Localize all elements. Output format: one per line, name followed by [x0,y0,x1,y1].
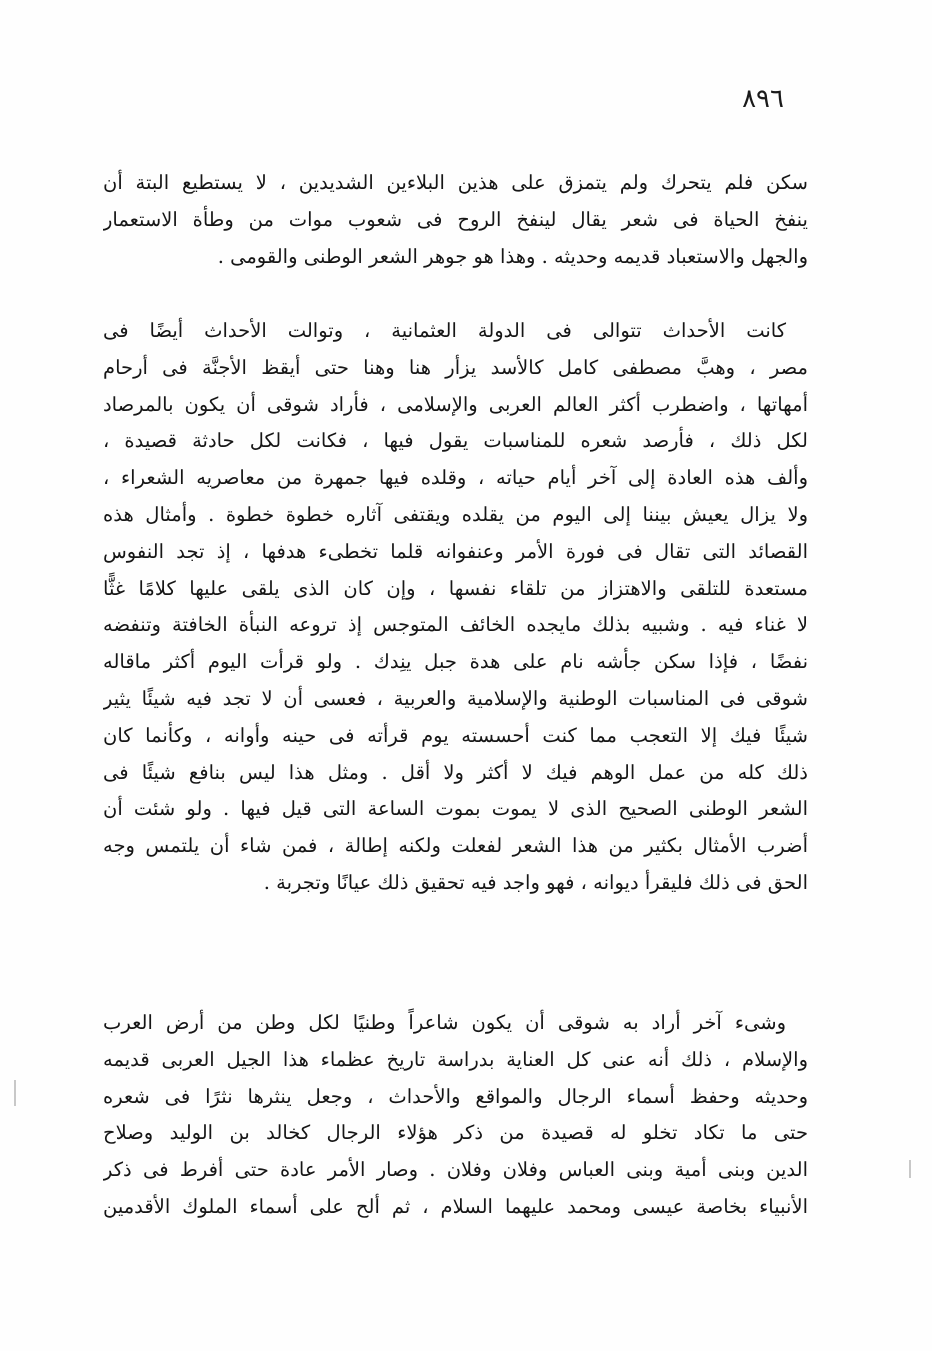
text-line: شوقى فى المناسبات الوطنية والإسلامية والعربية ، فعسى أن لا تجد فيه شيئًا يثير [103,686,808,710]
text-line: مستعدة للتلقى والاهتزاز من تلقاء نفسها ، وإن كان الذى يلقى عليها كلامًا غثًّا [103,576,808,600]
text-line: الدين وبنى أمية وبنى العباس وفلان وفلان . وصار الأمر عادة حتى أفرط فى ذكر [103,1158,808,1182]
text-line: ذلك كله من عمل الوهم فيك لا أكثر ولا أقل . ومثل هذا ليس بنافع شيئًا فى [103,760,808,784]
text-line: لكل ذلك ، فأرصد شعره للمناسبات يقول فيها ، فكانت لكل حادثة قصيدة ، [103,429,808,453]
text-line: ولا يزال يعيش بيننا إلى اليوم من يقلده ويقتفى آثاره خطوة خطوة . وأمثال هذه [103,502,808,526]
text-line: وحديثه وحفظ أسماء الرجال والمواقع والأحداث ، وجعل ينثرها نثرًا فى شعره [103,1084,808,1108]
text-line: الأنبياء بخاصة عيسى ومحمد عليهما السلام ، ثم ألح على أسماء الملوك الأقدمين [103,1194,808,1218]
text-line: وشىء آخر أراد به شوقى أن يكون شاعراً وطنيًا لكل وطن من أرض العرب [103,1011,786,1034]
text-line: نفضًا ، فإذا سكن جأشه نام على هدة جبل ينِدك . ولو قرأت اليوم أكثر ماقاله [103,650,808,674]
page-number: ٨٩٦ [742,84,784,114]
scan-artifact [909,1160,911,1178]
text-line: الحق فى ذلك فليقرأ ديوانه ، فهو واجد فيه تحقيق ذلك عيانًا وتجربة . [263,870,808,894]
scan-artifact [14,1080,16,1106]
text-line: والإسلام ، ذلك أنه عنى كل العناية بدراسة تاريخ عظماء هذا الجيل العربى قديمه [103,1047,808,1071]
paragraph-2 [103,313,808,902]
paragraph-3 [103,1005,808,1226]
text-line: الشعر الوطنى الصحيح الذى لا يموت بموت الساعة التى قيل فيها . ولو شئت أن [103,797,808,821]
text-line: سكن فلم يتحرك ولم يتمزق على هذين البلاءين الشديدين ، لا يستطيع البتة أن [103,171,808,194]
text-line: القصائد التى تقال فى فورة الأمر وعنفوانه قلما تخطىء هدفها ، إذ تجد النفوس [103,539,808,563]
text-line: حتى ما تكاد تخلو له قصيدة من ذكر هؤلاء الرجال كخالد بن الوليد وصلاح [103,1121,808,1145]
text-line: أضرب الأمثال بكثير من هذا الشعر لفعلت ولكنه إطالة ، فمن شاء أن يلتمس وجه [103,834,808,858]
paragraph-1 [103,165,808,275]
text-line: ينفخ الحياة فى شعر يقال لينفخ الروح فى شعوب موات من وطأة الاستعمار [103,207,808,231]
text-line: مصر ، وهبَّ مصطفى كامل كالأسد يزأر هنا وهنا حتى أيقظ الأجنَّة فى أرحام [103,355,808,379]
text-line: وألف هذه العادة إلى آخر أيام حياته ، وقلده فيها جمهرة من معاصريه الشعراء ، [103,466,808,490]
text-line: لا غناء فيه . وشبيه بذلك مايجده الخائف المتوجس إذ تروعه النبأة الخافتة وتنفضه [103,613,808,637]
text-line: أمهاتها ، واضطرب أكثر العالم العربى والإسلامى ، فأراد شوقى أن يكون بالمرصاد [103,392,808,416]
text-line: والجهل والاستعباد قديمه وحديثه . وهذا هو جوهر الشعر الوطنى والقومى . [217,244,808,268]
text-line: كانت الأحداث تتوالى فى الدولة العثمانية ، وتوالت الأحداث أيضًا فى [103,319,786,342]
text-line: شيئًا فيك إلا التعجب مما كنت أحسسته يوم قرأته فى حينه وأوانه ، وكأنما كان [103,723,808,747]
